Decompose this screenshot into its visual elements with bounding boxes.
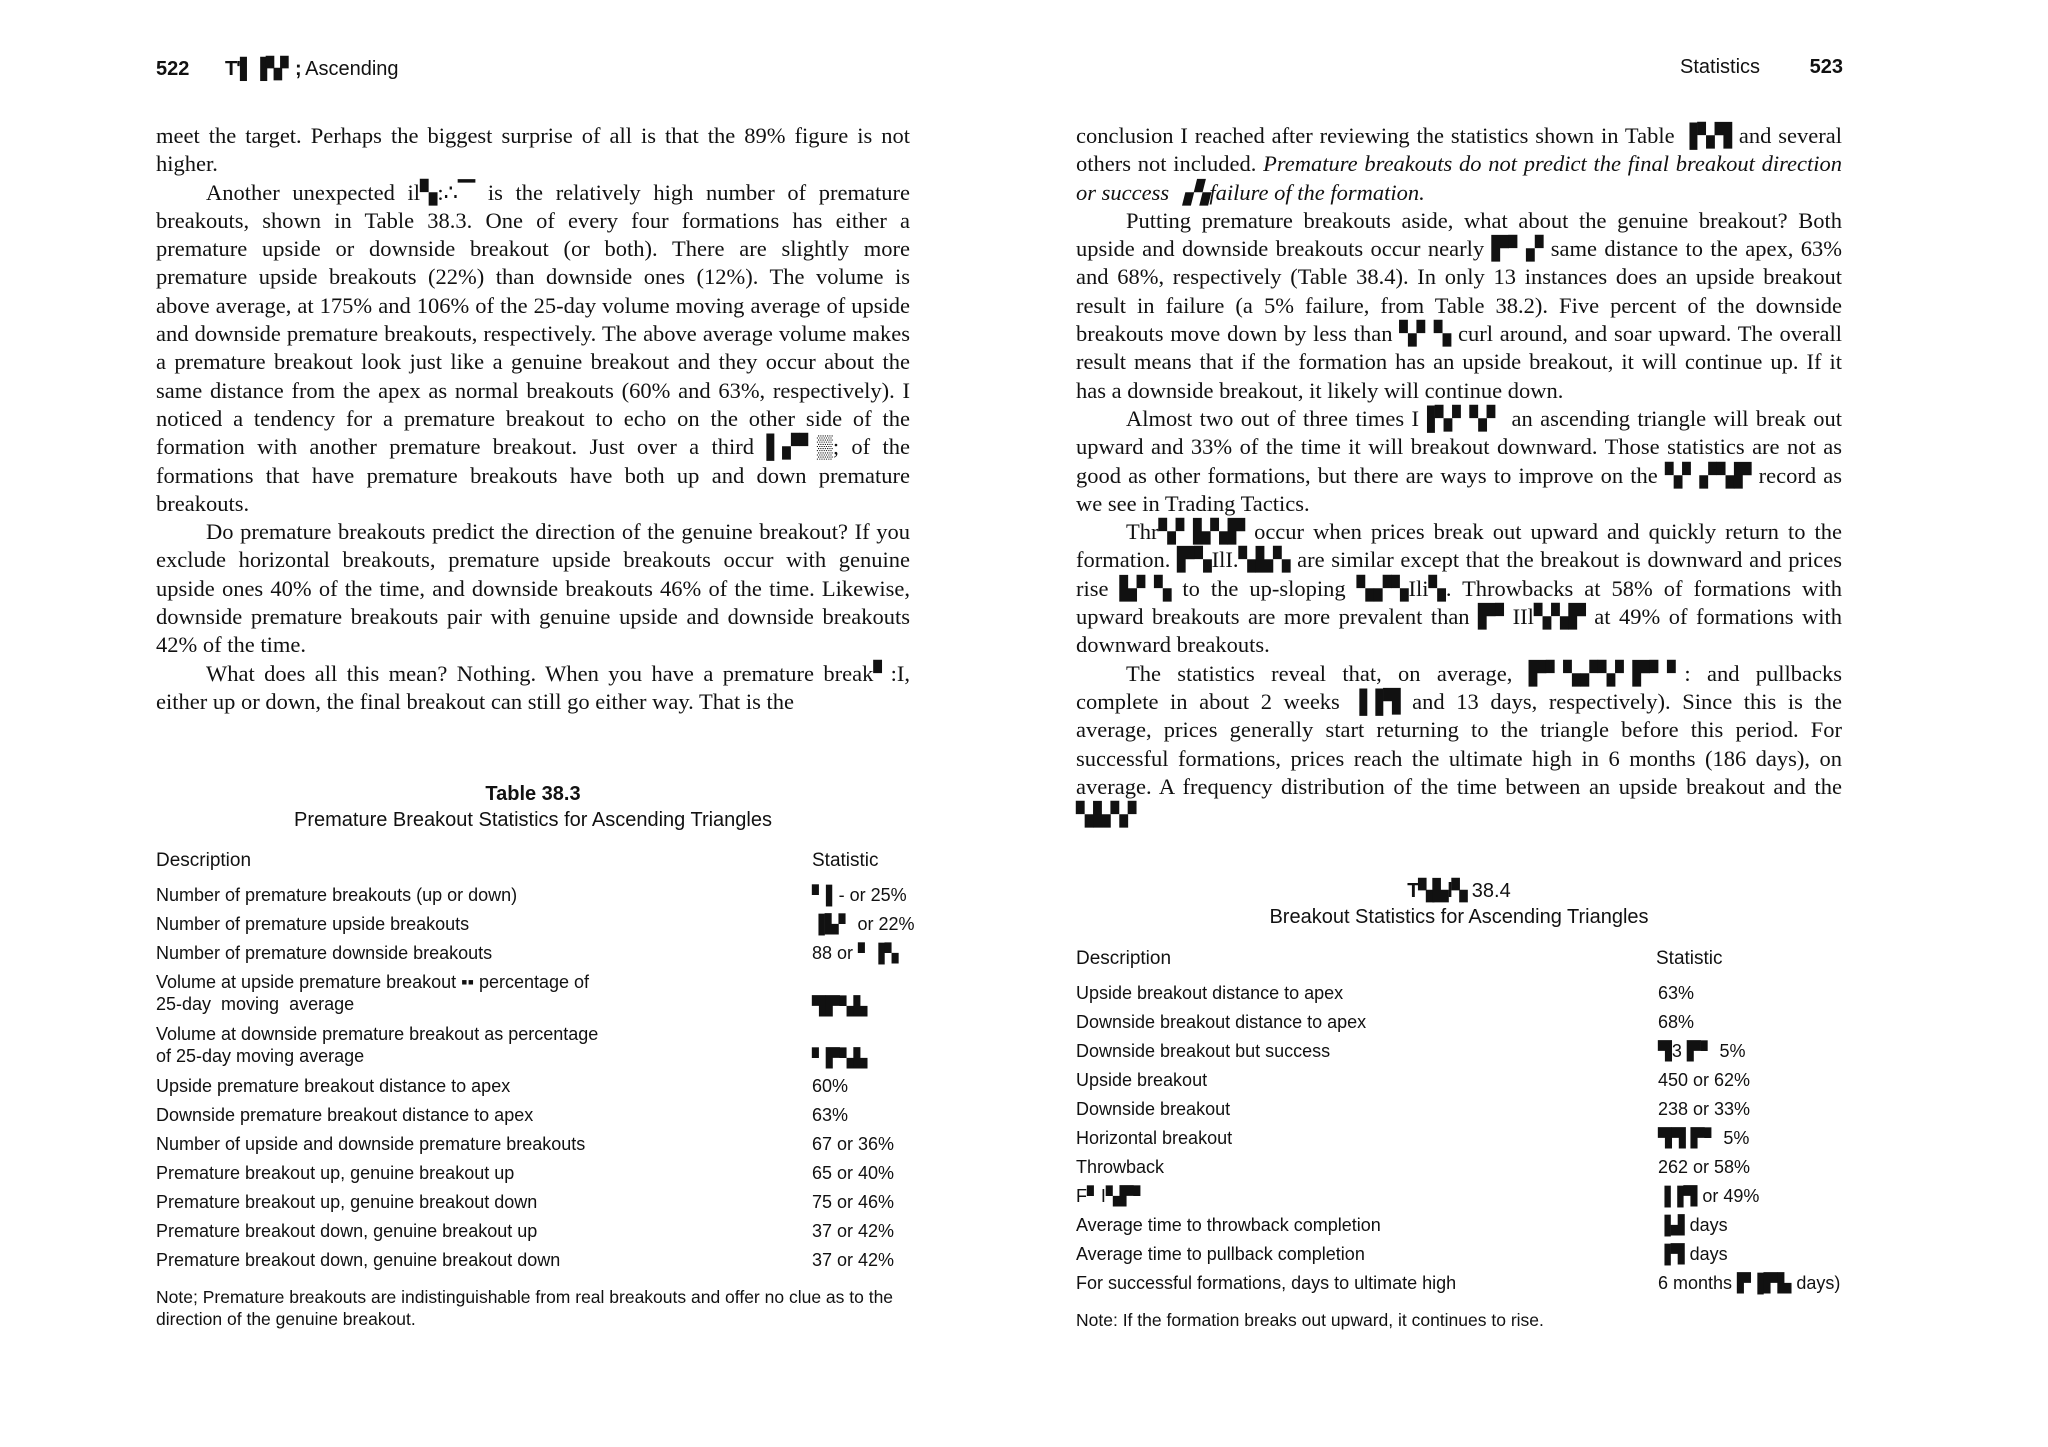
row-description: Premature breakout up, genuine breakout down [156,1192,538,1212]
paragraph [1076,207,1842,405]
paragraph [1076,405,1842,518]
running-head-left [156,56,399,81]
paragraph [156,518,910,659]
row-description: Upside premature breakout distance to apex [156,1076,511,1096]
paragraph [1076,518,1842,659]
row-statistic: 67 or 36% [812,1134,895,1154]
paragraph-text: Another unexpected il▚:∴▔ is the relatively high number of premature breakouts, shown in Table 38.3. One of every four formations has either a premature upside or downside breakout (or both). There are slightly more premature upside breakouts (22%) than downside ones (12%). The volume is above average, at 175% and 106% of the 25-day volume moving average of upside and downside premature breakouts, respectively. The above average volume makes a premature breakout look just like a genuine breakout and they occur about the same distance from the apex as normal breakouts (60% and 63%, respectively). I noticed a tendency for a premature breakout to echo on the other side of the formation with another premature breakout. Just over a third ▌▞▘▒; of the formations that have premature breakouts have both up and down premature breakouts. [156,179,910,516]
table-header [156,850,936,884]
row-statistic: ▐▜ days [1658,1244,1728,1264]
italic-emphasis: Premature breakouts do not predict the final breakout direction or success ▗▚failure of the formation. [1076,151,1842,205]
table-row [156,971,936,1023]
row-description: Number of premature breakouts (up or down) [156,885,518,905]
row-description: F▘I▚▛▘ [1076,1186,1148,1206]
row-statistic: 450 or 62% [1658,1070,1751,1090]
paragraph-text: The statistics reveal that, on average, ▛▘▚▞▚▘▛▘▘: and pullbacks complete in about 2 weeks ▐▐▜ and 13 days, respectively). Since this is the average, prices generally start returning to the triangle before this period. For successful formations, prices reach the ultimate high in 6 months (186 days), on average. A frequency distribution of the time between an upside breakout and the ▚▙▚▘ [1076,660,1842,828]
row-description: Horizontal breakout [1076,1128,1233,1148]
table-row [156,942,936,971]
row-description: Volume at downside premature breakout as percentage of 25-day moving average [156,1024,599,1066]
row-statistic: ▘▌- or 25% [812,885,907,905]
table-row [1076,1040,1856,1069]
row-description: Downside breakout but success [1076,1041,1331,1061]
chapter-title-glyphs: T'▌▐▚▘; [224,58,301,80]
chapter-title: Ascending [305,58,399,80]
row-description: Number of premature upside breakouts [156,914,470,934]
row-statistic: ▐▐▜ or 49% [1658,1186,1760,1206]
row-statistic: 262 or 58% [1658,1157,1751,1177]
row-description: Premature breakout up, genuine breakout up [156,1163,515,1183]
table-row [156,913,936,942]
paragraph-text: Almost two out of three times I▐▚▘▚▘ an ascending triangle will break out upward and 33% of the time it will breakout downward. Those statistics are not as good as other formations, but there are ways to improve on the ▚▘▞▚▛ record as we see in Trading Tactics. [1076,405,1842,516]
row-statistic: 37 or 42% [812,1221,895,1241]
paragraph-text: Putting premature breakouts aside, what about the genuine breakout? Both upside and downside breakouts occur nearly ▛▘▞ same distance to the apex, 63% and 68%, respectively (Table 38.4). In only 13 instances does an upside breakout result in failure (a 5% failure, from Table 38.2). Five percent of the downside breakouts move down by less than ▚▘▚ curl around, and soar upward. The overall result means that if the formation has an upside breakout, it will continue up. If it has a downside breakout, it likely will continue down. [1076,207,1842,403]
row-statistic: 88 or ▘▐▚ [812,943,899,963]
paragraph-text: conclusion I reached after reviewing the statistics shown in Table ▐▚▜ and several others not included. [1076,123,1842,177]
row-description: Number of premature downside breakouts [156,943,493,963]
row-statistic: ▜▛▚▙ [812,996,868,1016]
table-38-3 [156,850,936,1330]
table-row [156,1075,936,1104]
row-description: Number of upside and downside premature breakouts [156,1134,586,1154]
col-statistic: Statistic [1656,948,1723,969]
row-statistic: 37 or 42% [812,1250,895,1270]
row-description: Premature breakout down, genuine breakout up [156,1221,538,1241]
table-number-glyphs: T▚▙l▚ [1407,880,1467,902]
table-note: Note: If the formation breaks out upward, it continues to rise. [1076,1310,1544,1330]
table-row [156,1104,936,1133]
col-description: Description [156,850,252,871]
table-rows [156,884,936,1278]
row-description: Upside breakout [1076,1070,1208,1090]
table-38-3-title [156,781,910,833]
table-row [1076,1272,1856,1301]
table-row [156,1220,936,1249]
paragraph-text: Do premature breakouts predict the direction of the genuine breakout? If you exclude horizontal breakouts, premature upside breakouts occur with genuine upside ones 40% of the time, and downside breakouts 46% of the time. Likewise, downside premature breakouts pair with genuine upside and downside breakouts 42% of the time. [156,519,910,658]
paragraph-text: meet the target. Perhaps the biggest surprise of all is that the 89% figure is not higher. [156,123,910,177]
paragraph [1076,122,1842,207]
table-row [1076,1214,1856,1243]
row-statistic: 75 or 46% [812,1192,895,1212]
page-number: 522 [156,58,190,80]
left-page [0,0,1000,1447]
row-description: For successful formations, days to ultimate high [1076,1273,1457,1293]
row-statistic: 60% [812,1076,849,1096]
row-description: Downside premature breakout distance to apex [156,1105,534,1125]
body-text-right [1076,122,1842,829]
row-description: Downside breakout distance to apex [1076,1012,1367,1032]
row-description: Volume at upside premature breakout ▪▪ percentage of 25-day moving average [156,972,590,1014]
table-row [156,1191,936,1220]
row-description: Average time to pullback completion [1076,1244,1365,1264]
table-caption: Premature Breakout Statistics for Ascending Triangles [293,809,772,831]
table-row [156,884,936,913]
row-statistic: 65 or 40% [812,1163,895,1183]
table-header [1076,948,1856,982]
row-description: Average time to throwback completion [1076,1215,1381,1235]
table-row [156,1162,936,1191]
row-statistic: ▜▜ ▛▘ 5% [1658,1128,1750,1148]
table-row [1076,1127,1856,1156]
table-caption: Breakout Statistics for Ascending Triangles [1269,906,1649,928]
row-statistic: ▜3 ▛▘ 5% [1658,1041,1746,1061]
row-description: Upside breakout distance to apex [1076,983,1344,1003]
row-description: Premature breakout down, genuine breakout down [156,1250,561,1270]
table-row [156,1023,936,1075]
paragraph-text: Thr▚▘▙▚▛ occur when prices break out upward and quickly return to the formation. ▛▚IlI.▚▙▚ are similar except that the breakout is downward and prices rise ▙▘▚ to the up-sloping ▚▞▚Ili▚. Throwbacks at 58% of formations with upward breakouts are more prevalent than ▛▘IIl▚▚▛ at 49% of formations with downward breakouts. [1076,519,1842,658]
table-row [1076,1156,1856,1185]
row-statistic: 6 months ▛▐▛▙ days) [1658,1273,1841,1293]
table-number: 38.4 [1471,880,1511,902]
paragraph [156,179,910,519]
row-statistic: ▘▛▚▙ [812,1048,868,1068]
table-row [156,1133,936,1162]
running-head-right [1680,56,1843,79]
table-number: Table 38.3 [485,783,581,805]
row-statistic: ▐▙▘ or 22% [812,914,915,934]
body-text-left [156,122,910,716]
paragraph [156,660,910,717]
col-description: Description [1076,948,1172,969]
table-row [1076,1243,1856,1272]
row-statistic: 63% [1658,983,1695,1003]
paragraph [1076,660,1842,830]
row-statistic: 63% [812,1105,849,1125]
table-note: Note; Premature breakouts are indistinguishable from real breakouts and offer no clue as to the direction of the genuine breakout. [156,1287,894,1329]
table-row [1076,1069,1856,1098]
paragraph-text: What does all this mean? Nothing. When you have a premature break▘:I, either up or down, the final breakout can still go either way. That is the [156,660,910,714]
row-statistic: 238 or 33% [1658,1099,1751,1119]
row-description: Throwback [1076,1157,1165,1177]
table-row [1076,982,1856,1011]
col-statistic: Statistic [812,850,879,871]
row-statistic: ▐▟ days [1658,1215,1728,1235]
table-row [156,1249,936,1278]
table-row [1076,1185,1856,1214]
row-statistic: 68% [1658,1012,1695,1032]
page-number: 523 [1809,56,1843,78]
table-rows [1076,982,1856,1301]
table-row [1076,1011,1856,1040]
right-page [1020,0,2048,1447]
table-38-4 [1076,948,1856,1331]
table-row [1076,1098,1856,1127]
row-description: Downside breakout [1076,1099,1231,1119]
chapter-title: Statistics [1680,56,1761,78]
paragraph [156,122,910,179]
table-38-4-title [1076,878,1842,930]
